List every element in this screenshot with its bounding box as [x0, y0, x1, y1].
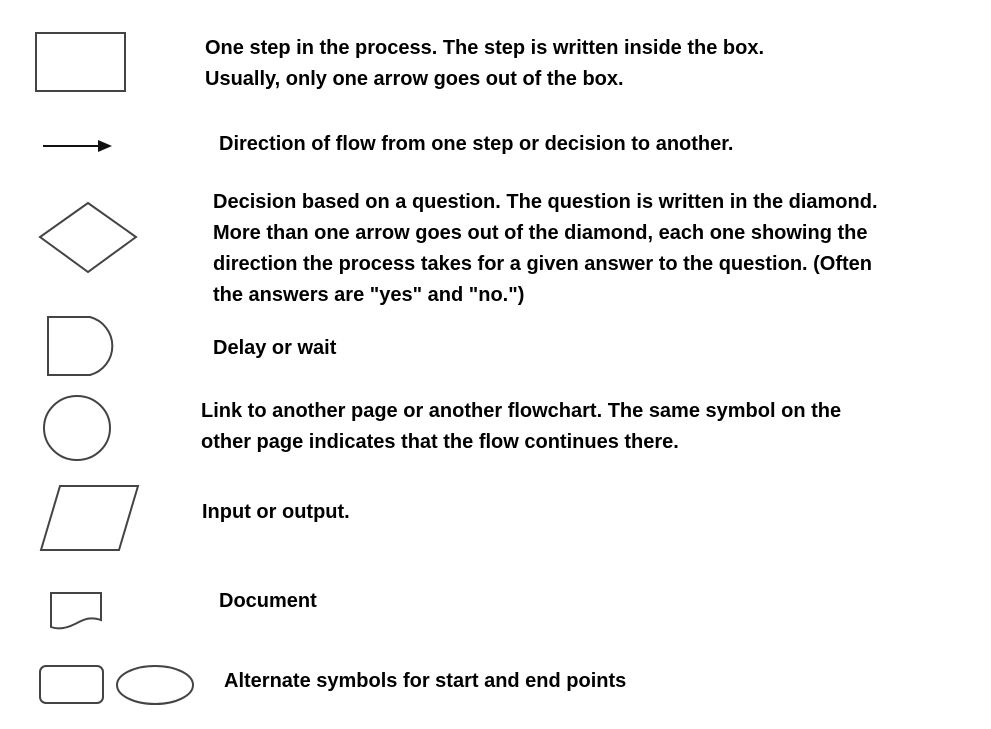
connector-circle-description	[201, 396, 841, 458]
description-line: More than one arrow goes out of the diamond, each one showing the	[213, 222, 868, 244]
document-shape-icon	[49, 590, 105, 632]
description-line: other page indicates that the flow continues there.	[201, 431, 679, 453]
connector-circle-icon	[42, 394, 114, 464]
description-line: Decision based on a question. The question is written in the diamond.	[213, 191, 878, 213]
decision-diamond-description	[213, 187, 878, 311]
description-line: direction the process takes for a given answer to the question. (Often	[213, 253, 873, 275]
document-shape-description	[219, 586, 317, 617]
input-output-parallelogram-icon	[38, 484, 142, 554]
description-line: the answers are "yes" and "no.")	[213, 284, 525, 306]
process-box-description	[205, 33, 764, 95]
process-box-icon	[34, 32, 128, 94]
terminator-oval-icon	[115, 664, 197, 706]
description-line: Usually, only one arrow goes out of the box.	[205, 68, 624, 90]
terminator-rounded-rect-icon	[38, 664, 106, 706]
flow-arrow-icon	[42, 138, 116, 154]
description-line: Direction of flow from one step or decision to another.	[219, 133, 734, 155]
description-line: Link to another page or another flowchart. The same symbol on the	[201, 400, 842, 422]
description-line: Alternate symbols for start and end points	[224, 670, 627, 692]
description-line: One step in the process. The step is written inside the box.	[205, 37, 765, 59]
delay-shape-description	[213, 333, 336, 364]
description-line: Input or output.	[202, 501, 350, 523]
description-line: Delay or wait	[213, 337, 337, 359]
decision-diamond-icon	[38, 201, 140, 277]
description-line: Document	[219, 590, 317, 612]
delay-shape-icon	[46, 315, 124, 379]
flow-arrow-description	[219, 129, 733, 160]
terminator-shapes-description	[224, 666, 626, 697]
input-output-description	[202, 497, 350, 528]
